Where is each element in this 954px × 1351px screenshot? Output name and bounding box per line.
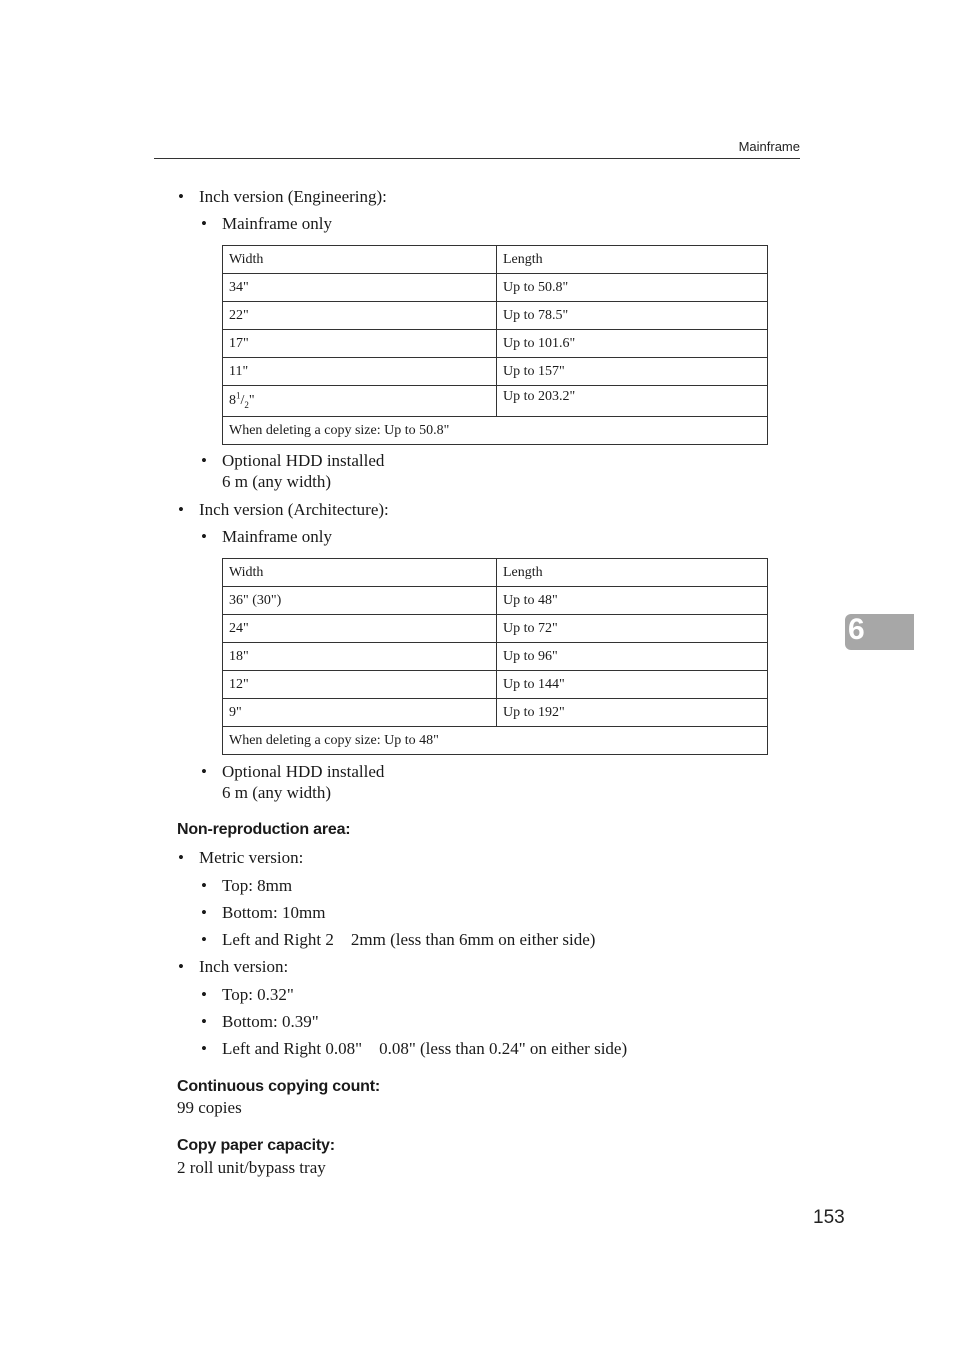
table-row — [223, 330, 768, 358]
inch-item: • Bottom: 0.39" — [222, 1011, 319, 1033]
length-cell: Up to 50.8" — [497, 274, 768, 302]
inch-item: • Top: 0.32" — [222, 984, 294, 1006]
table-footer-row — [223, 417, 768, 445]
running-header: Mainframe — [738, 139, 800, 154]
metric-item: • Bottom: 10mm — [222, 902, 325, 924]
table-row — [223, 274, 768, 302]
table-footer-note: When deleting a copy size: Up to 48" — [223, 727, 768, 755]
length-cell: Up to 203.2" — [497, 386, 768, 417]
fraction-numerator: 1 — [236, 390, 241, 401]
table-row — [223, 302, 768, 330]
table-row — [223, 358, 768, 386]
fraction-width — [229, 390, 255, 410]
width-cell: 11" — [223, 358, 497, 386]
width-cell: 9" — [223, 699, 497, 727]
length-cell: Up to 144" — [497, 671, 768, 699]
inch-version-label: • Inch version: — [199, 956, 288, 978]
length-cell: Up to 96" — [497, 643, 768, 671]
table-row — [223, 386, 768, 417]
length-cell: Up to 157" — [497, 358, 768, 386]
table-row — [223, 699, 768, 727]
architecture-mainframe-label: • Mainframe only — [222, 526, 332, 548]
width-cell: 22" — [223, 302, 497, 330]
width-cell: 18" — [223, 643, 497, 671]
width-cell: 24" — [223, 615, 497, 643]
architecture-version-label: • Inch version (Architecture): — [199, 499, 389, 521]
table-header-length: Length — [497, 559, 768, 587]
header-divider — [154, 158, 800, 159]
length-cell: Up to 101.6" — [497, 330, 768, 358]
continuous-copying-heading: Continuous copying count: — [177, 1078, 380, 1095]
chapter-number: 6 — [848, 613, 865, 646]
table-row — [223, 643, 768, 671]
fraction-denominator: 2 — [244, 399, 249, 410]
length-cell: Up to 192" — [497, 699, 768, 727]
inch-item: • Left and Right 0.08" 0.08" (less than 0.24" on either side) — [222, 1038, 627, 1060]
length-cell: Up to 72" — [497, 615, 768, 643]
fraction-slash: / — [240, 393, 245, 408]
table-header-width: Width — [223, 246, 497, 274]
table-header-row — [223, 559, 768, 587]
paper-capacity-value: 2 roll unit/bypass tray — [177, 1158, 326, 1177]
table-header-length: Length — [497, 246, 768, 274]
metric-version-label: • Metric version: — [199, 847, 303, 869]
chapter-tab — [845, 614, 914, 650]
table-footer-note: When deleting a copy size: Up to 50.8" — [223, 417, 768, 445]
metric-item: • Top: 8mm — [222, 875, 292, 897]
engineering-hdd-value: 6 m (any width) — [222, 472, 332, 491]
engineering-version-label: • Inch version (Engineering): — [199, 186, 387, 208]
continuous-copying-value: 99 copies — [177, 1098, 242, 1117]
table-header-width: Width — [223, 559, 497, 587]
page-number: 153 — [813, 1207, 845, 1228]
table-row — [223, 587, 768, 615]
architecture-hdd-value: 6 m (any width) — [222, 783, 332, 802]
fraction-whole: 8 — [229, 393, 236, 408]
paper-capacity-heading: Copy paper capacity: — [177, 1137, 335, 1154]
length-cell: Up to 48" — [497, 587, 768, 615]
table-row — [223, 615, 768, 643]
length-cell: Up to 78.5" — [497, 302, 768, 330]
table-row — [223, 671, 768, 699]
engineering-hdd-label: • Optional HDD installed — [222, 450, 384, 472]
engineering-mainframe-label: • Mainframe only — [222, 213, 332, 235]
fraction-unit: " — [248, 393, 255, 408]
width-cell: 36" (30") — [223, 587, 497, 615]
width-cell: 34" — [223, 274, 497, 302]
width-cell: 12" — [223, 671, 497, 699]
engineering-size-table — [222, 245, 768, 445]
architecture-size-table — [222, 558, 768, 755]
table-footer-row — [223, 727, 768, 755]
non-reproduction-heading: Non-reproduction area: — [177, 821, 351, 838]
width-cell: 17" — [223, 330, 497, 358]
metric-item: • Left and Right 2 2mm (less than 6mm on either side) — [222, 929, 595, 951]
table-header-row — [223, 246, 768, 274]
width-cell-fraction — [223, 386, 497, 417]
architecture-hdd-label: • Optional HDD installed — [222, 761, 384, 783]
